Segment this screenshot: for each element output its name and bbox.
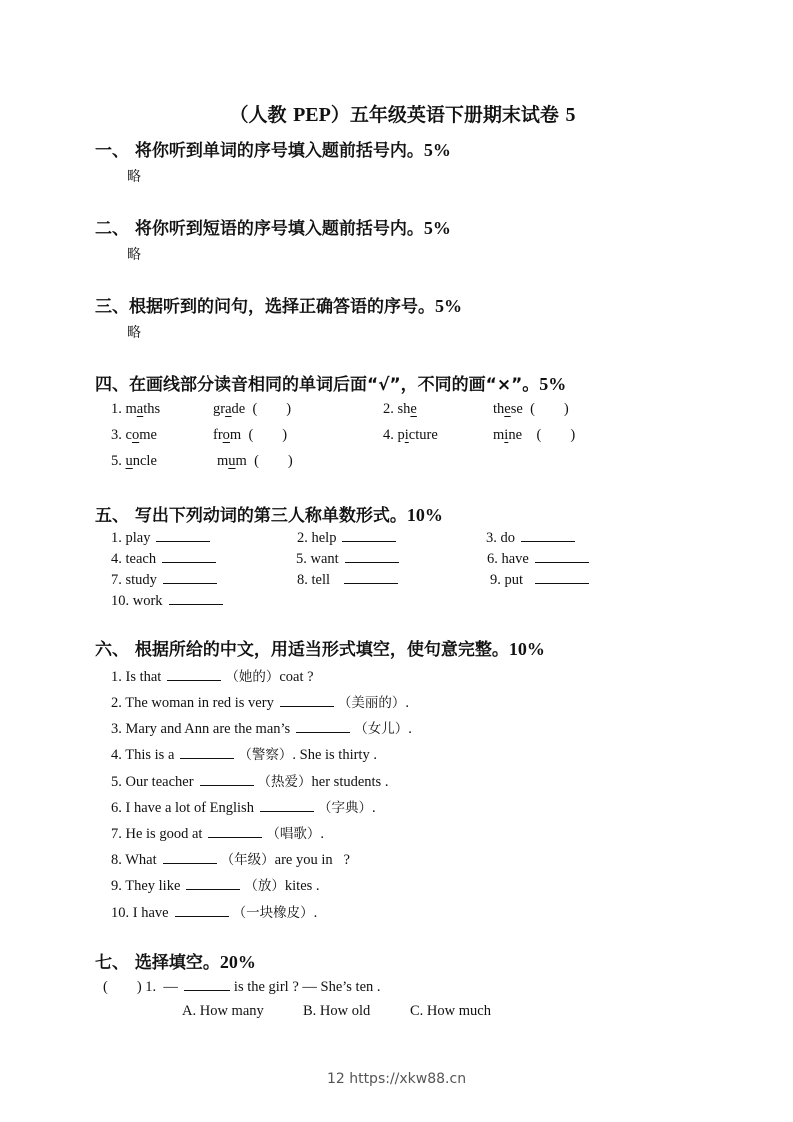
word-part: cture <box>408 427 438 443</box>
section-4-heading <box>95 370 566 395</box>
sentence-after: are you in ? <box>274 852 350 868</box>
chinese-hint: （一块橡皮） <box>232 905 314 921</box>
verb-label: 4. teach <box>111 551 157 567</box>
fill-item-10 <box>111 901 317 922</box>
verb-item-8 <box>297 571 402 589</box>
verb-item-6 <box>487 550 593 568</box>
heading-text: 六、 根据所给的中文，用适当形式填空，使句意完整。 <box>95 640 509 660</box>
verb-item-2 <box>297 529 400 547</box>
phonics-item-4-word1 <box>383 427 438 444</box>
answer-blank[interactable] <box>167 668 221 681</box>
item-num: 3. <box>111 427 122 443</box>
section-1-heading <box>95 136 451 161</box>
verb-item-4 <box>111 550 220 568</box>
answer-blank[interactable] <box>521 529 575 542</box>
answer-blank[interactable] <box>163 851 217 864</box>
sentence-before: 6. I have a lot of English <box>111 800 254 816</box>
underlined-letter: e <box>410 401 417 417</box>
title-latin: PEP <box>293 104 331 126</box>
verb-label: 2. help <box>297 530 337 546</box>
chinese-hint: （唱歌） <box>266 826 321 842</box>
underlined-letter: o <box>222 427 230 443</box>
chinese-hint: （警察） <box>238 747 293 763</box>
verb-label: 8. tell <box>297 572 331 588</box>
heading-text: 五、 写出下列动词的第三人称单数形式。 <box>95 506 407 526</box>
fill-item-4 <box>111 743 377 764</box>
word-part: sh <box>397 401 411 417</box>
answer-blank[interactable] <box>162 550 216 563</box>
score-pct: 10% <box>508 639 545 659</box>
score-pct: 10% <box>406 505 443 525</box>
underlined-letter: u <box>125 453 133 469</box>
section-5-heading <box>95 501 443 526</box>
sentence-after: kites . <box>284 878 320 894</box>
word-part: ths <box>143 401 161 417</box>
page-title <box>0 100 793 127</box>
answer-blank[interactable] <box>169 592 223 605</box>
underlined-letter: e <box>504 401 511 417</box>
answer-blank[interactable] <box>342 529 396 542</box>
underlined-letter: u <box>228 453 236 469</box>
section-7-heading <box>95 948 256 973</box>
fill-item-7 <box>111 822 324 843</box>
section-2-heading <box>95 214 451 239</box>
verb-label: 10. work <box>111 593 163 609</box>
sentence-before: 2. The woman in red is very <box>111 695 274 711</box>
phonics-item-5-word2 <box>217 453 293 470</box>
choice-option-b: B. How old <box>303 1003 371 1019</box>
chinese-hint: （女儿） <box>354 721 409 737</box>
score-pct: 5% <box>423 218 451 238</box>
verb-label: 3. do <box>486 530 515 546</box>
verb-label: 6. have <box>487 551 529 567</box>
title-suffix: ）五年级英语下册期末试卷 <box>330 104 559 126</box>
word-part: ne <box>508 427 522 443</box>
sentence-after: . She is thirty . <box>292 747 377 763</box>
answer-blank[interactable] <box>280 694 334 707</box>
score-pct: 5% <box>435 296 462 316</box>
verb-item-1 <box>111 529 214 547</box>
item-num: 4. <box>383 427 394 443</box>
choice-option-c: C. How much <box>410 1003 491 1019</box>
answer-blank[interactable] <box>208 825 262 838</box>
section-6-heading <box>95 635 545 660</box>
title-prefix: （人教 <box>229 104 294 126</box>
choice-question-1 <box>103 978 381 996</box>
word-part: p <box>397 427 405 443</box>
sentence-after: . <box>371 800 376 816</box>
word-part: m <box>125 401 137 417</box>
sentence-after: coat ? <box>279 669 314 685</box>
heading-text: 三、根据听到的问句，选择正确答语的序号。 <box>95 297 435 317</box>
chinese-hint: （美丽的） <box>337 695 406 711</box>
answer-blank[interactable] <box>535 571 589 584</box>
sentence-before: 5. Our teacher <box>111 774 194 790</box>
chinese-hint: （字典） <box>317 800 372 816</box>
phonics-item-2-word1 <box>383 401 417 418</box>
word-part: m <box>217 453 229 469</box>
verb-item-3 <box>486 529 579 547</box>
fill-item-2 <box>111 691 409 712</box>
answer-parentheses[interactable]: ( ) <box>252 401 292 417</box>
heading-text: 四、在画线部分读音相同的单词后面“√”，不同的画“×”。 <box>95 375 540 395</box>
section-1-omitted: 略 <box>127 169 141 185</box>
verb-item-5 <box>296 550 403 568</box>
word-part: fr <box>213 427 223 443</box>
word-part: m <box>229 427 242 443</box>
sentence-before: 1. Is that <box>111 669 162 685</box>
heading-text: 七、 选择填空。 <box>95 953 220 973</box>
item-num: 2. <box>383 401 394 417</box>
word-part: th <box>493 401 505 417</box>
chinese-hint: （她的） <box>225 669 280 685</box>
underlined-letter: i <box>404 427 409 443</box>
word-part: de <box>231 401 246 417</box>
section-2-omitted: 略 <box>127 247 141 263</box>
answer-blank[interactable] <box>175 904 229 917</box>
sentence-after: her students . <box>311 774 389 790</box>
word-part: m <box>493 427 505 443</box>
underlined-letter: a <box>136 401 144 417</box>
fill-item-5 <box>111 770 388 791</box>
chinese-hint: （热爱） <box>257 774 312 790</box>
phonics-item-1-word1 <box>111 401 160 418</box>
question-num: 1. — <box>145 979 178 995</box>
verb-item-7 <box>111 571 221 589</box>
answer-parentheses[interactable]: ( ) <box>536 427 576 443</box>
underlined-letter: i <box>504 427 509 443</box>
heading-text: 一、 将你听到单词的序号填入题前括号内。 <box>95 141 424 161</box>
underlined-letter: a <box>225 401 232 417</box>
fill-item-9 <box>111 874 320 895</box>
underlined-letter: o <box>131 427 140 443</box>
choice-option-a: A. How many <box>182 1003 264 1019</box>
sentence-after: . <box>313 905 318 921</box>
fill-item-1 <box>111 665 314 686</box>
word-part: m <box>235 453 247 469</box>
answer-parentheses[interactable]: ( ) <box>248 427 288 443</box>
phonics-item-3-word1 <box>111 427 157 444</box>
sentence-before: 7. He is good at <box>111 826 203 842</box>
score-pct: 5% <box>423 140 451 160</box>
page-footer: 12 https://xkw88.cn <box>326 1071 467 1087</box>
question-text: is the girl ? — She’s ten . <box>233 979 381 995</box>
word-part: ncle <box>132 453 157 469</box>
fill-item-8 <box>111 848 350 869</box>
score-pct: 20% <box>219 952 256 972</box>
answer-blank[interactable] <box>186 877 240 890</box>
chinese-hint: （放） <box>244 878 285 894</box>
answer-blank[interactable] <box>156 529 210 542</box>
sentence-after: . <box>405 695 409 711</box>
heading-text: 二、 将你听到短语的序号填入题前括号内。 <box>95 219 424 239</box>
phonics-item-4-word2 <box>493 427 575 444</box>
answer-blank[interactable] <box>535 550 589 563</box>
sentence-before: 8. What <box>111 852 157 868</box>
answer-blank[interactable] <box>200 773 254 786</box>
word-part: c <box>125 427 132 443</box>
answer-blank[interactable] <box>344 571 398 584</box>
answer-blank[interactable] <box>345 550 399 563</box>
answer-parentheses[interactable]: ( ) <box>103 979 142 995</box>
verb-item-10 <box>111 592 227 610</box>
verb-label: 1. play <box>111 530 151 546</box>
verb-label: 5. want <box>296 551 339 567</box>
answer-parentheses[interactable]: ( ) <box>530 401 569 417</box>
phonics-item-3-word2 <box>213 427 287 444</box>
title-number: 5 <box>565 104 576 126</box>
fill-item-3 <box>111 717 412 738</box>
sentence-before: 10. I have <box>111 905 169 921</box>
answer-blank[interactable] <box>180 746 234 759</box>
phonics-item-2-word2 <box>493 401 569 418</box>
verb-item-9 <box>490 571 593 589</box>
score-pct: 5% <box>539 374 567 394</box>
item-num: 5. <box>111 453 122 469</box>
word-part: se <box>510 401 523 417</box>
sentence-after: . <box>408 721 412 737</box>
chinese-hint: （年级） <box>220 852 275 868</box>
verb-label: 9. put <box>490 572 524 588</box>
fill-item-6 <box>111 796 376 817</box>
item-num: 1. <box>111 401 122 417</box>
sentence-after: . <box>320 826 325 842</box>
sentence-before: 4. This is a <box>111 747 175 763</box>
sentence-before: 3. Mary and Ann are the man’s <box>111 721 291 737</box>
section-3-heading <box>95 292 462 317</box>
phonics-item-5-word1 <box>111 453 157 470</box>
verb-label: 7. study <box>111 572 157 588</box>
answer-blank[interactable] <box>296 720 350 733</box>
word-part: gr <box>213 401 226 417</box>
answer-blank[interactable] <box>184 978 230 991</box>
answer-parentheses[interactable]: ( ) <box>254 453 293 469</box>
section-3-omitted: 略 <box>127 325 141 341</box>
sentence-before: 9. They like <box>111 878 181 894</box>
phonics-item-1-word2 <box>213 401 291 418</box>
answer-blank[interactable] <box>260 799 314 812</box>
answer-blank[interactable] <box>163 571 217 584</box>
word-part: me <box>139 427 157 443</box>
